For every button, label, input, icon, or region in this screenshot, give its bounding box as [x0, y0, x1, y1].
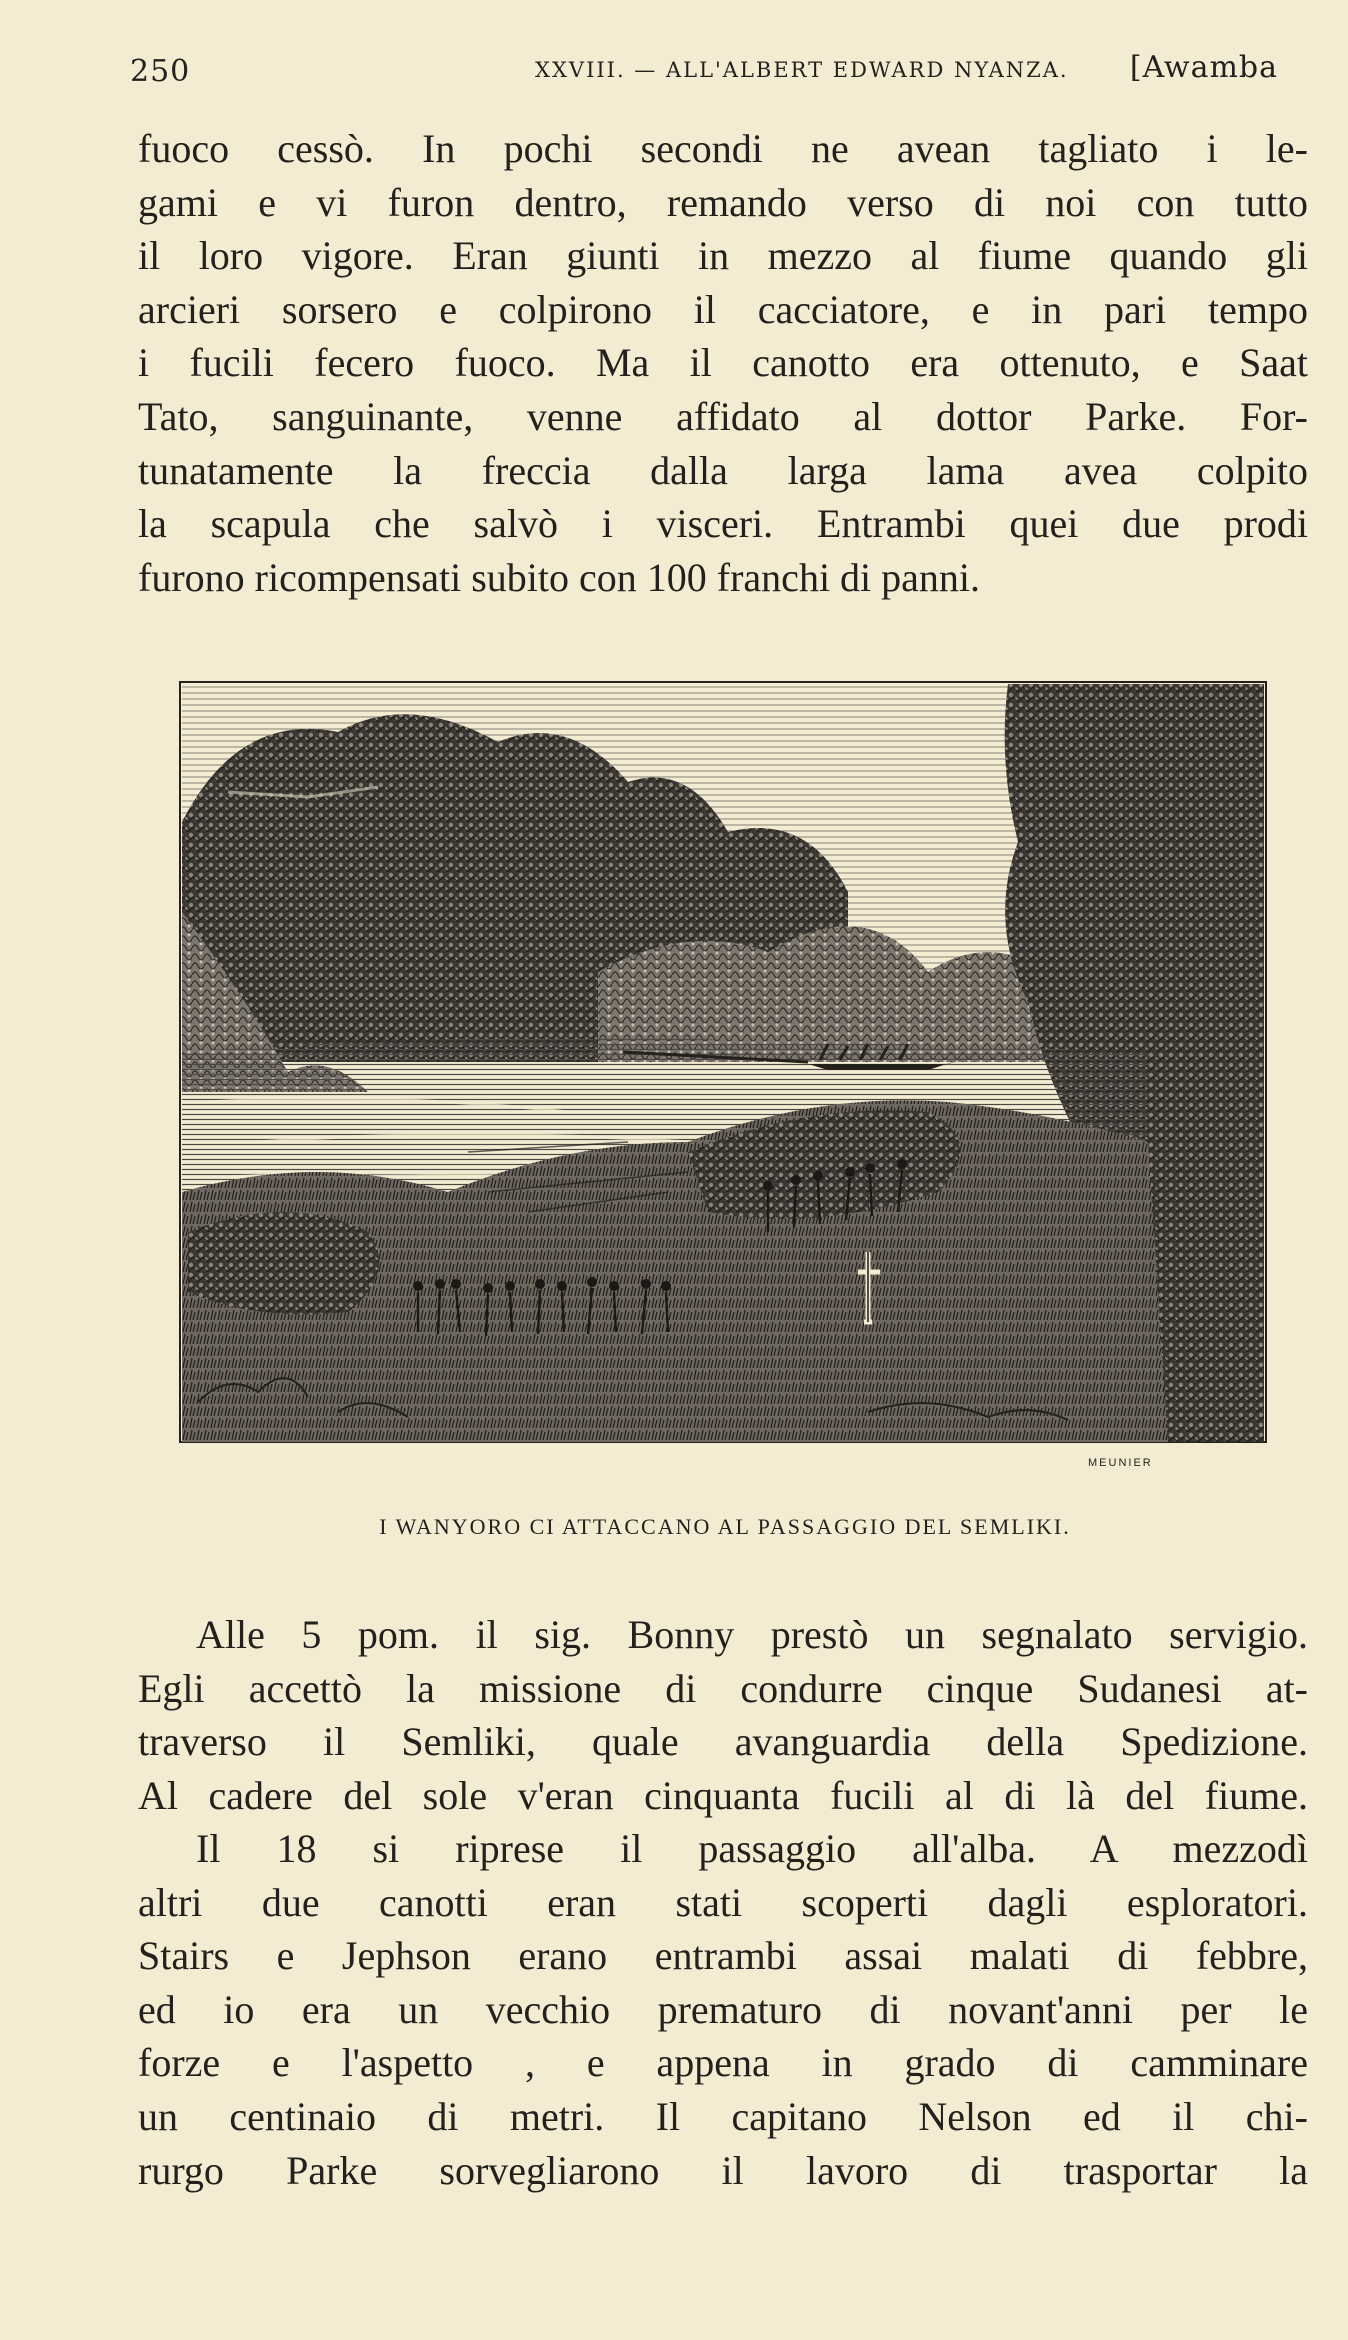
engraving-illustration: [168, 672, 1282, 1482]
page-number: 250: [130, 54, 191, 89]
text-line: Al cadere del sole v'eran cinquanta fucili al di là del fiume.: [138, 1772, 1308, 1818]
text-line: traverso il Semliki, quale avanguardia della Spedizione.: [138, 1719, 1308, 1765]
text-line: Egli accettò la missione di condurre cinque Sudanesi at-: [138, 1665, 1308, 1711]
paragraph-top: [138, 122, 1308, 604]
text-line: ed io era un vecchio prematuro di novant'anni per le: [138, 1986, 1308, 2032]
side-marker: [Awamba: [1129, 50, 1278, 85]
paragraph-bottom: [138, 1822, 1308, 2197]
chapter-title: XXVIII. — ALL'ALBERT EDWARD NYANZA.: [535, 58, 1069, 82]
text-line: forze e l'aspetto , e appena in grado di camminare: [138, 2040, 1308, 2086]
text-line: la scapula che salvò i visceri. Entrambi quei due prodi: [138, 501, 1308, 547]
figure-caption: I WANYORO CI ATTACCANO AL PASSAGGIO DEL SEMLIKI.: [379, 1514, 1071, 1539]
text-line: fuoco cessò. In pochi secondi ne avean tagliato i le-: [138, 126, 1308, 171]
engraver-signature: MEUNIER: [1088, 1457, 1153, 1469]
text-line: un centinaio di metri. Il capitano Nelson ed il chi-: [138, 2093, 1308, 2139]
text-line: Alle 5 pom. il sig. Bonny prestò un segnalato servigio.: [196, 1612, 1308, 1657]
text-line: arcieri sorsero e colpirono il cacciatore, e in pari tempo: [138, 286, 1308, 332]
running-head: [130, 46, 1308, 96]
text-line: tunatamente la freccia dalla larga lama avea colpito: [138, 447, 1308, 493]
text-line: furono ricompensati subito con 100 franchi di panni.: [138, 554, 981, 600]
text-line: Stairs e Jephson erano entrambi assai malati di febbre,: [138, 1933, 1308, 1979]
text-line: il loro vigore. Eran giunti in mezzo al fiume quando gli: [138, 233, 1308, 279]
text-line: i fucili fecero fuoco. Ma il canotto era ottenuto, e Saat: [138, 340, 1308, 386]
text-line: rurgo Parke sorvegliarono il lavoro di trasportar la: [138, 2147, 1308, 2193]
text-line: altri due canotti eran stati scoperti dagli esploratori.: [138, 1879, 1308, 1925]
text-line: Il 18 si riprese il passaggio all'alba. A mezzodì: [196, 1826, 1308, 1871]
text-line: gami e vi furon dentro, remando verso di noi con tutto: [138, 179, 1308, 225]
paragraph-mid: [138, 1608, 1308, 1822]
text-line: Tato, sanguinante, venne affidato al dottor Parke. For-: [138, 393, 1308, 439]
